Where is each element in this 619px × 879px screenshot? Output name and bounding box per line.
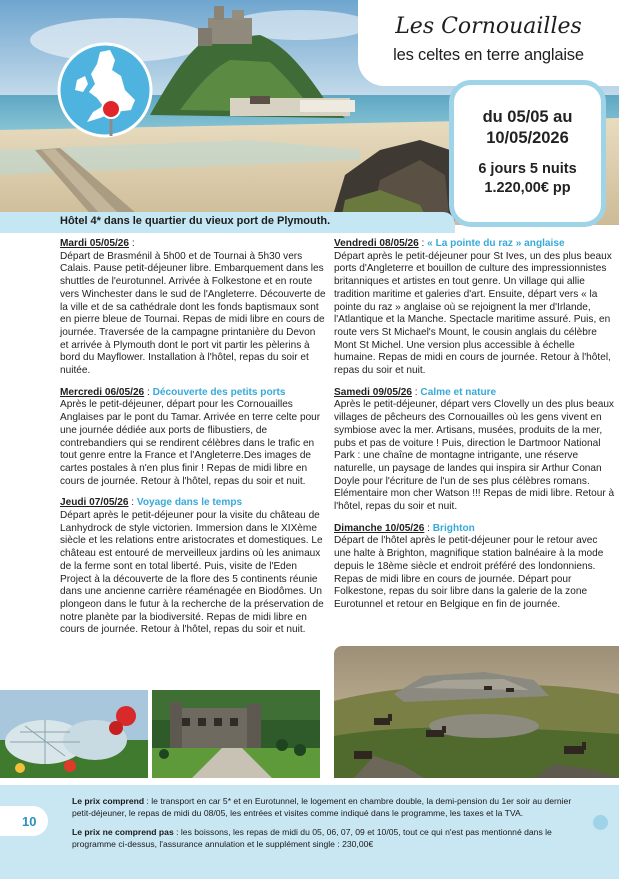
day-block: Vendredi 08/05/26 : « La pointe du raz » anglaise Départ après le petit-déjeuner pour St Ives, un des plus beaux ports d'Angleterre et bouillon de culture des impressionnistes britanniques et artistes en tout genre. Un village qui allie tradition maritime et galeries d'art. Ensuite, départ vers « la pointe du raz » anglaise où se rejoignent la mer d'Irlande, l'Atlantique et la Manche. Spectacle maritime assuré. Puis, en route vers St Michael's Mount, le cousin anglais du célèbre Mont St Michel. Une version plus accessible à échelle humaine. Repas de midi en cours de journée. Retour à l'hôtel, repas du soir et nuit. <box>334 238 616 378</box>
day-text: Après le petit-déjeuner, départ pour les Cornouailles Anglaises par le pont du Tamar. Arrivée en terre celte pour une journée dédiée aux ports de flibustiers, de contrebandiers qui se rendirent célèbres dans le trafic en tout genre entre la France et l'Angleterre.Des images de cartes postales à n'en plus finir ! Repas de midi libre en cours de journée. Retour à l'hôtel, repas du soir et nuit. <box>60 399 321 487</box>
trip-info-card <box>449 80 606 227</box>
price-includes: Le prix comprend : le transport en car 5* et en Eurotunnel, le logement en chambre double, la demi-pension du 1er soir au dernier petit-déjeuner, le repas de midi du 08/05, les entrées et visites comme indiqué dans le programme, les taxes et la TVA. <box>72 796 572 818</box>
title-card <box>358 0 619 86</box>
day-block: Samedi 09/05/26 : Calme et nature Après le petit-déjeuner, départ vers Clovelly un des plus beaux villages de pêcheurs des Cornouailles où les gens vivent en symbiose avec la mer. Artisans, musées, produits de la mer, pubs et pas de voiture ! Puis, direction le Dartmoor National Park : une chaîne de montagne intrigante, une réserve naturelle, un paysage de landes qui inspira sir Arthur Conan Doyle pour l'écriture de l'un de ses plus célèbres romans. Elémentaire mon cher Watson !!! Repas de midi libre. Retour à l'hôtel, repas du soir et nuit. <box>334 386 615 513</box>
itinerary-column-right <box>334 238 616 621</box>
day-block: Mercredi 06/05/26 : Découverte des petits ports Après le petit-déjeuner, départ pour les Cornouailles Anglaises par le pont du Tamar. Arrivée en terre celte pour une journée dédiée aux ports de flibustiers, de contrebandiers qui se rendirent célèbres dans le trafic en tout genre entre la France et l'Angleterre.Des images de cartes postales à n'en plus finir ! Repas de midi libre en cours de journée. Retour à l'hôtel, repas du soir et nuit. <box>60 387 326 489</box>
photo-eden-project <box>0 690 148 778</box>
trip-price: 1.220,00€ pp <box>484 180 571 196</box>
day-block: Jeudi 07/05/26 : Voyage dans le temps Départ après le petit-déjeuner pour la visite du château de Lanhydrock de style victorien. Immersion dans le XIXème siècle et les relations entre aristocrates et domestiques. Le château est entouré de merveilleux jardins où les animaux de la ferme sont en total liberté. Puis, visite de l'Eden Project à la découverte de la flore des 5 continents réunie dans une ancienne carrière réaménagée en Biodômes. Un plongeon dans le futur à la recherche de la préservation de notre planète par la biodiversité. Repas de midi libre en cours de journée. Retour à l'hôtel, repas du soir et nuit. <box>60 497 326 637</box>
hotel-text: Hôtel 4* dans le quartier du vieux port de Plymouth. <box>60 215 331 227</box>
photo-dartmoor-ponies <box>334 646 619 778</box>
day-date: Jeudi 07/05/26 <box>60 497 129 509</box>
trip-duration: 6 jours 5 nuits <box>478 161 577 177</box>
day-text: Départ après le petit-déjeuner pour la visite du château de Lanhydrock de style victorien. Immersion dans le XIXème siècle et les relations entre aristocrates et domestiques. Le château est entouré de merveilleux jardins où les animaux de la ferme sont en total liberté. Puis, visite de l'Eden Project à la découverte de la flore des 5 continents réunie dans une ancienne carrière réaménagée en Biodômes. Un plongeon dans le futur à la recherche de la préservation de notre planète par la biodiversité. Repas de midi libre en cours de journée. Retour à l'hôtel, repas du soir et nuit. <box>60 510 324 636</box>
day-date: Dimanche 10/05/26 <box>334 522 425 534</box>
price-excludes: Le prix ne comprend pas : les boissons, les repas de midi du 05, 06, 07, 09 et 10/05, tout ce qui n'est pas mentionné dans le programme ci-dessus, l'assurance annulation et le supplément single : 230,00€ <box>72 827 552 849</box>
day-date: Mercredi 06/05/26 <box>60 386 145 398</box>
day-title: Calme et nature <box>420 386 497 398</box>
day-date: Vendredi 08/05/26 <box>334 238 419 249</box>
location-pin-icon <box>98 98 124 138</box>
page-number: 10 <box>22 814 37 829</box>
day-title: Brighton <box>432 522 475 534</box>
day-text: Après le petit-déjeuner, départ vers Clovelly un des plus beaux villages de pêcheurs des Cornouailles où les gens vivent en symbiose avec la mer. Artisans, musées, produits de la mer, pubs et pas de voiture ! Puis, direction le Dartmoor National Park : une chaîne de montagne intrigante, une réserve naturelle, un paysage de landes qui inspira sir Arthur Conan Doyle pour l'écriture de l'un de ses plus célèbres romans. Elémentaire mon cher Watson !!! Repas de midi libre. Retour à l'hôtel, repas du soir et nuit. <box>334 399 615 513</box>
page-title: Les Cornouailles <box>395 14 582 39</box>
page-subtitle: les celtes en terre anglaise <box>393 46 584 64</box>
decorative-dot <box>593 815 608 830</box>
day-block: Mardi 05/05/26 : Départ de Brasménil à 5h00 et de Tournai à 5h30 vers Calais. Pause petit-déjeuner libre. Embarquement dans les shuttles de l'eurotunnel. Arrivée à Folkestone et en route vers Winchester dans le sud de l'Angleterre. Découverte de la ville et de sa cathédrale dont les fonds baptismaux sont en pierre bleue de Tournai. Repas de midi libre en cours de journée. Traversée de la campagne printanière du Devon et arrivée à Plymouth dont le port vit partir les pèlerins à bord du Mayflower. Installation à l'hôtel, repas du soir et nuitée. <box>60 238 326 377</box>
day-block: Dimanche 10/05/26 : Brighton Départ de l'hôtel après le petit-déjeuner pour le retour avec une halte à Brighton, magnifique station balnéaire à la mode depuis le 18ème siècle et endroit préféré des londonniens. Repas de midi libre en cours de journée. Départ pour Folkestone, repas du soir libre dans la galerie de la zone Eurotunnel et retour en Belgique en fin de journée. <box>334 523 616 612</box>
day-text: Départ de l'hôtel après le petit-déjeuner pour le retour avec une halte à Brighton, magnifique station balnéaire à la mode depuis le 18ème siècle et endroit préféré des londonniens. Repas de midi libre en cours de journée. Départ pour Folkestone, repas du soir libre dans la galerie de la zone Eurotunnel et retour en Belgique en fin de journée. <box>334 535 604 610</box>
day-title: Voyage dans le temps <box>136 497 243 509</box>
day-date: Mardi 05/05/26 <box>60 238 130 249</box>
photo-lanhydrock <box>152 690 320 778</box>
day-text: Départ de Brasménil à 5h00 et de Tournai à 5h30 vers Calais. Pause petit-déjeuner libre. Embarquement dans les shuttles de l'eurotunnel. Arrivée à Folkestone et en route vers Winchester dans le sud de l'Angleterre. Découverte de la ville et de sa cathédrale dont les fonds baptismaux sont en pierre bleue de Tournai. Repas de midi libre en cours de journée. Traversée de la campagne printanière du Devon et arrivée à Plymouth dont le port vit partir les pèlerins à bord du Mayflower. Installation à l'hôtel, repas du soir et nuitée. <box>60 250 326 377</box>
day-text: Départ après le petit-déjeuner pour St Ives, un des plus beaux ports d'Angleterre et bouillon de culture des impressionnistes britanniques et artistes en tout genre. Un village qui allie tradition maritime et galeries d'art. Ensuite, départ vers « la pointe du raz » anglaise où se rejoignent la mer d'Irlande, l'Atlantique et la Manche. Spectacle maritime assuré. Puis, en route vers St Michael's Mount, le cousin anglais du célèbre Mont St Michel. Une version plus accessible à échelle humaine. Repas de midi en cours de journée. Retour à l'hôtel, repas du soir et nuit. <box>334 250 612 377</box>
price-conditions-footer <box>0 785 619 879</box>
trip-date-end: 10/05/2026 <box>486 129 569 147</box>
trip-date-start: du 05/05 au <box>482 108 573 126</box>
day-date: Samedi 09/05/26 <box>334 386 412 398</box>
hotel-banner <box>0 212 455 233</box>
page-number-tab <box>0 806 48 836</box>
day-title: « La pointe du raz » anglaise <box>427 238 565 249</box>
day-title: Découverte des petits ports <box>152 386 286 398</box>
itinerary-column-left <box>60 238 326 646</box>
